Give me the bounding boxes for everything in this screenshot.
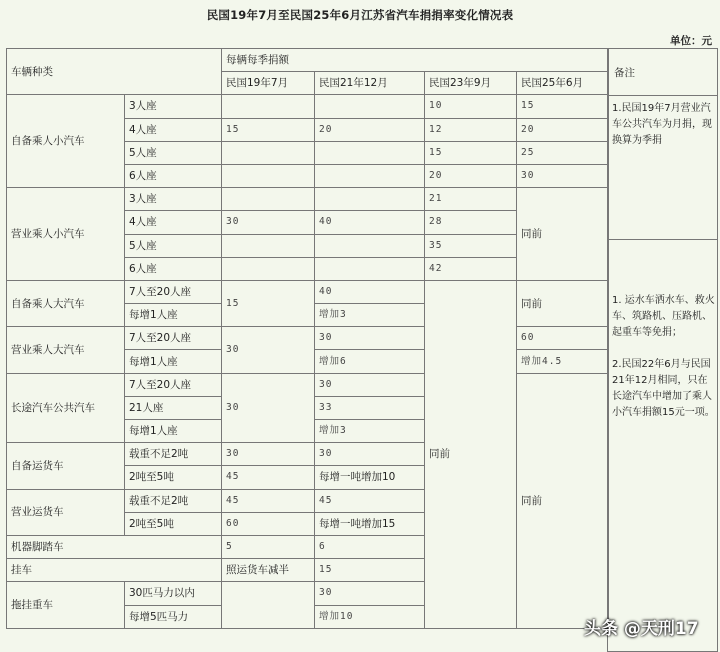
cell: [222, 164, 315, 187]
cell: 30: [315, 373, 425, 396]
cell: 30: [222, 327, 315, 373]
sub-label: 7人至20人座: [125, 327, 222, 350]
row-label: 挂车: [7, 559, 222, 582]
cell: [315, 164, 425, 187]
cell: [315, 141, 425, 164]
cell: [222, 95, 315, 118]
cell: 60: [222, 512, 315, 535]
cell: 45: [222, 489, 315, 512]
cell: 40: [315, 211, 425, 234]
cell: 增加6: [315, 350, 425, 373]
sub-label: 3人座: [125, 188, 222, 211]
sub-label: 每增1人座: [125, 420, 222, 443]
cell: 5: [222, 535, 315, 558]
cell: 10: [425, 95, 517, 118]
row-label: 拖挂重车: [7, 582, 125, 628]
cell: 15: [315, 559, 425, 582]
sub-label: 7人至20人座: [125, 280, 222, 303]
sub-label: 每增1人座: [125, 350, 222, 373]
row-label: 营业乘人大汽车: [7, 327, 125, 373]
row-label: 自备乘人小汽车: [7, 95, 125, 188]
row-label: 营业运货车: [7, 489, 125, 535]
sub-label: 5人座: [125, 141, 222, 164]
header-period-1: 民国19年7月: [222, 72, 315, 95]
sub-label: 6人座: [125, 257, 222, 280]
sub-label: 4人座: [125, 211, 222, 234]
watermark: 头条 @天刑17: [584, 619, 699, 639]
cell: 25: [517, 141, 609, 164]
sub-label: 30匹马力以内: [125, 582, 222, 605]
sub-label: 2吨至5吨: [125, 512, 222, 535]
cell: [315, 95, 425, 118]
cell: 12: [425, 118, 517, 141]
sub-label: 2吨至5吨: [125, 466, 222, 489]
cell: 33: [315, 396, 425, 419]
row-label: 自备运货车: [7, 443, 125, 489]
header-remarks: 备注: [608, 49, 717, 96]
header-period-4: 民国25年6月: [517, 72, 609, 95]
row-label: 自备乘人大汽车: [7, 280, 125, 326]
cell: 30: [315, 443, 425, 466]
sub-label: 5人座: [125, 234, 222, 257]
cell: [222, 234, 315, 257]
cell: 30: [517, 164, 609, 187]
cell: 60: [517, 327, 609, 350]
note-1: 1.民国19年7月营业汽车公共汽车为月捐，现换算为季捐: [612, 103, 712, 146]
header-per-vehicle: 每辆每季捐额: [222, 49, 609, 72]
sub-label: 3人座: [125, 95, 222, 118]
cell: 30: [222, 443, 315, 466]
cell: 每增一吨增加10: [315, 466, 425, 489]
cell: 6: [315, 535, 425, 558]
cell: 20: [517, 118, 609, 141]
cell: [222, 582, 315, 628]
row-label: 营业乘人小汽车: [7, 188, 125, 281]
sub-label: 载重不足2吨: [125, 489, 222, 512]
cell: 40: [315, 280, 425, 303]
cell: 45: [222, 466, 315, 489]
note-3: 2.民国22年6月与民国21年12月相同，只在长途汽车中增加了乘人小汽车捐额15元一项。: [612, 359, 715, 418]
cell: 15: [517, 95, 609, 118]
sub-label: 4人座: [125, 118, 222, 141]
divider: [608, 239, 717, 240]
cell: 增加10: [315, 605, 425, 628]
cell: 同前: [425, 280, 517, 628]
sub-label: 载重不足2吨: [125, 443, 222, 466]
cell: 21: [425, 188, 517, 211]
sub-label: 21人座: [125, 396, 222, 419]
cell: [222, 188, 315, 211]
header-vehicle-type: 车辆种类: [7, 49, 222, 95]
unit-label: 单位：元: [670, 35, 712, 47]
cell: 增加4.5: [517, 350, 609, 373]
row-label: 机器脚踏车: [7, 535, 222, 558]
cell: 20: [425, 164, 517, 187]
cell: 增加3: [315, 420, 425, 443]
cell: 同前: [517, 373, 609, 628]
cell: 42: [425, 257, 517, 280]
cell: 30: [222, 211, 315, 234]
sub-label: 每增5匹马力: [125, 605, 222, 628]
cell: 15: [222, 118, 315, 141]
cell: 30: [315, 582, 425, 605]
cell: 20: [315, 118, 425, 141]
remarks-column: [607, 48, 718, 652]
cell: [222, 257, 315, 280]
sub-label: 7人至20人座: [125, 373, 222, 396]
cell: 45: [315, 489, 425, 512]
tax-rate-table: [6, 48, 609, 629]
cell: 照运货车减半: [222, 559, 315, 582]
page-title: 民国19年7月至民国25年6月江苏省汽车捐捐率变化情况表: [206, 8, 514, 22]
cell: [222, 141, 315, 164]
note-2: 1. 运水车洒水车、救火车、筑路机、压路机、起重车等免捐；: [612, 295, 715, 338]
cell: [315, 188, 425, 211]
cell: 28: [425, 211, 517, 234]
cell: [315, 234, 425, 257]
cell: 增加3: [315, 304, 425, 327]
cell: 15: [425, 141, 517, 164]
cell: 35: [425, 234, 517, 257]
header-period-3: 民国23年9月: [425, 72, 517, 95]
cell: 30: [222, 373, 315, 443]
cell: 每增一吨增加15: [315, 512, 425, 535]
cell: 30: [315, 327, 425, 350]
row-label: 长途汽车公共汽车: [7, 373, 125, 443]
cell: 同前: [517, 280, 609, 326]
cell: 同前: [517, 188, 609, 281]
cell: 15: [222, 280, 315, 326]
cell: [315, 257, 425, 280]
sub-label: 6人座: [125, 164, 222, 187]
sub-label: 每增1人座: [125, 304, 222, 327]
header-period-2: 民国21年12月: [315, 72, 425, 95]
